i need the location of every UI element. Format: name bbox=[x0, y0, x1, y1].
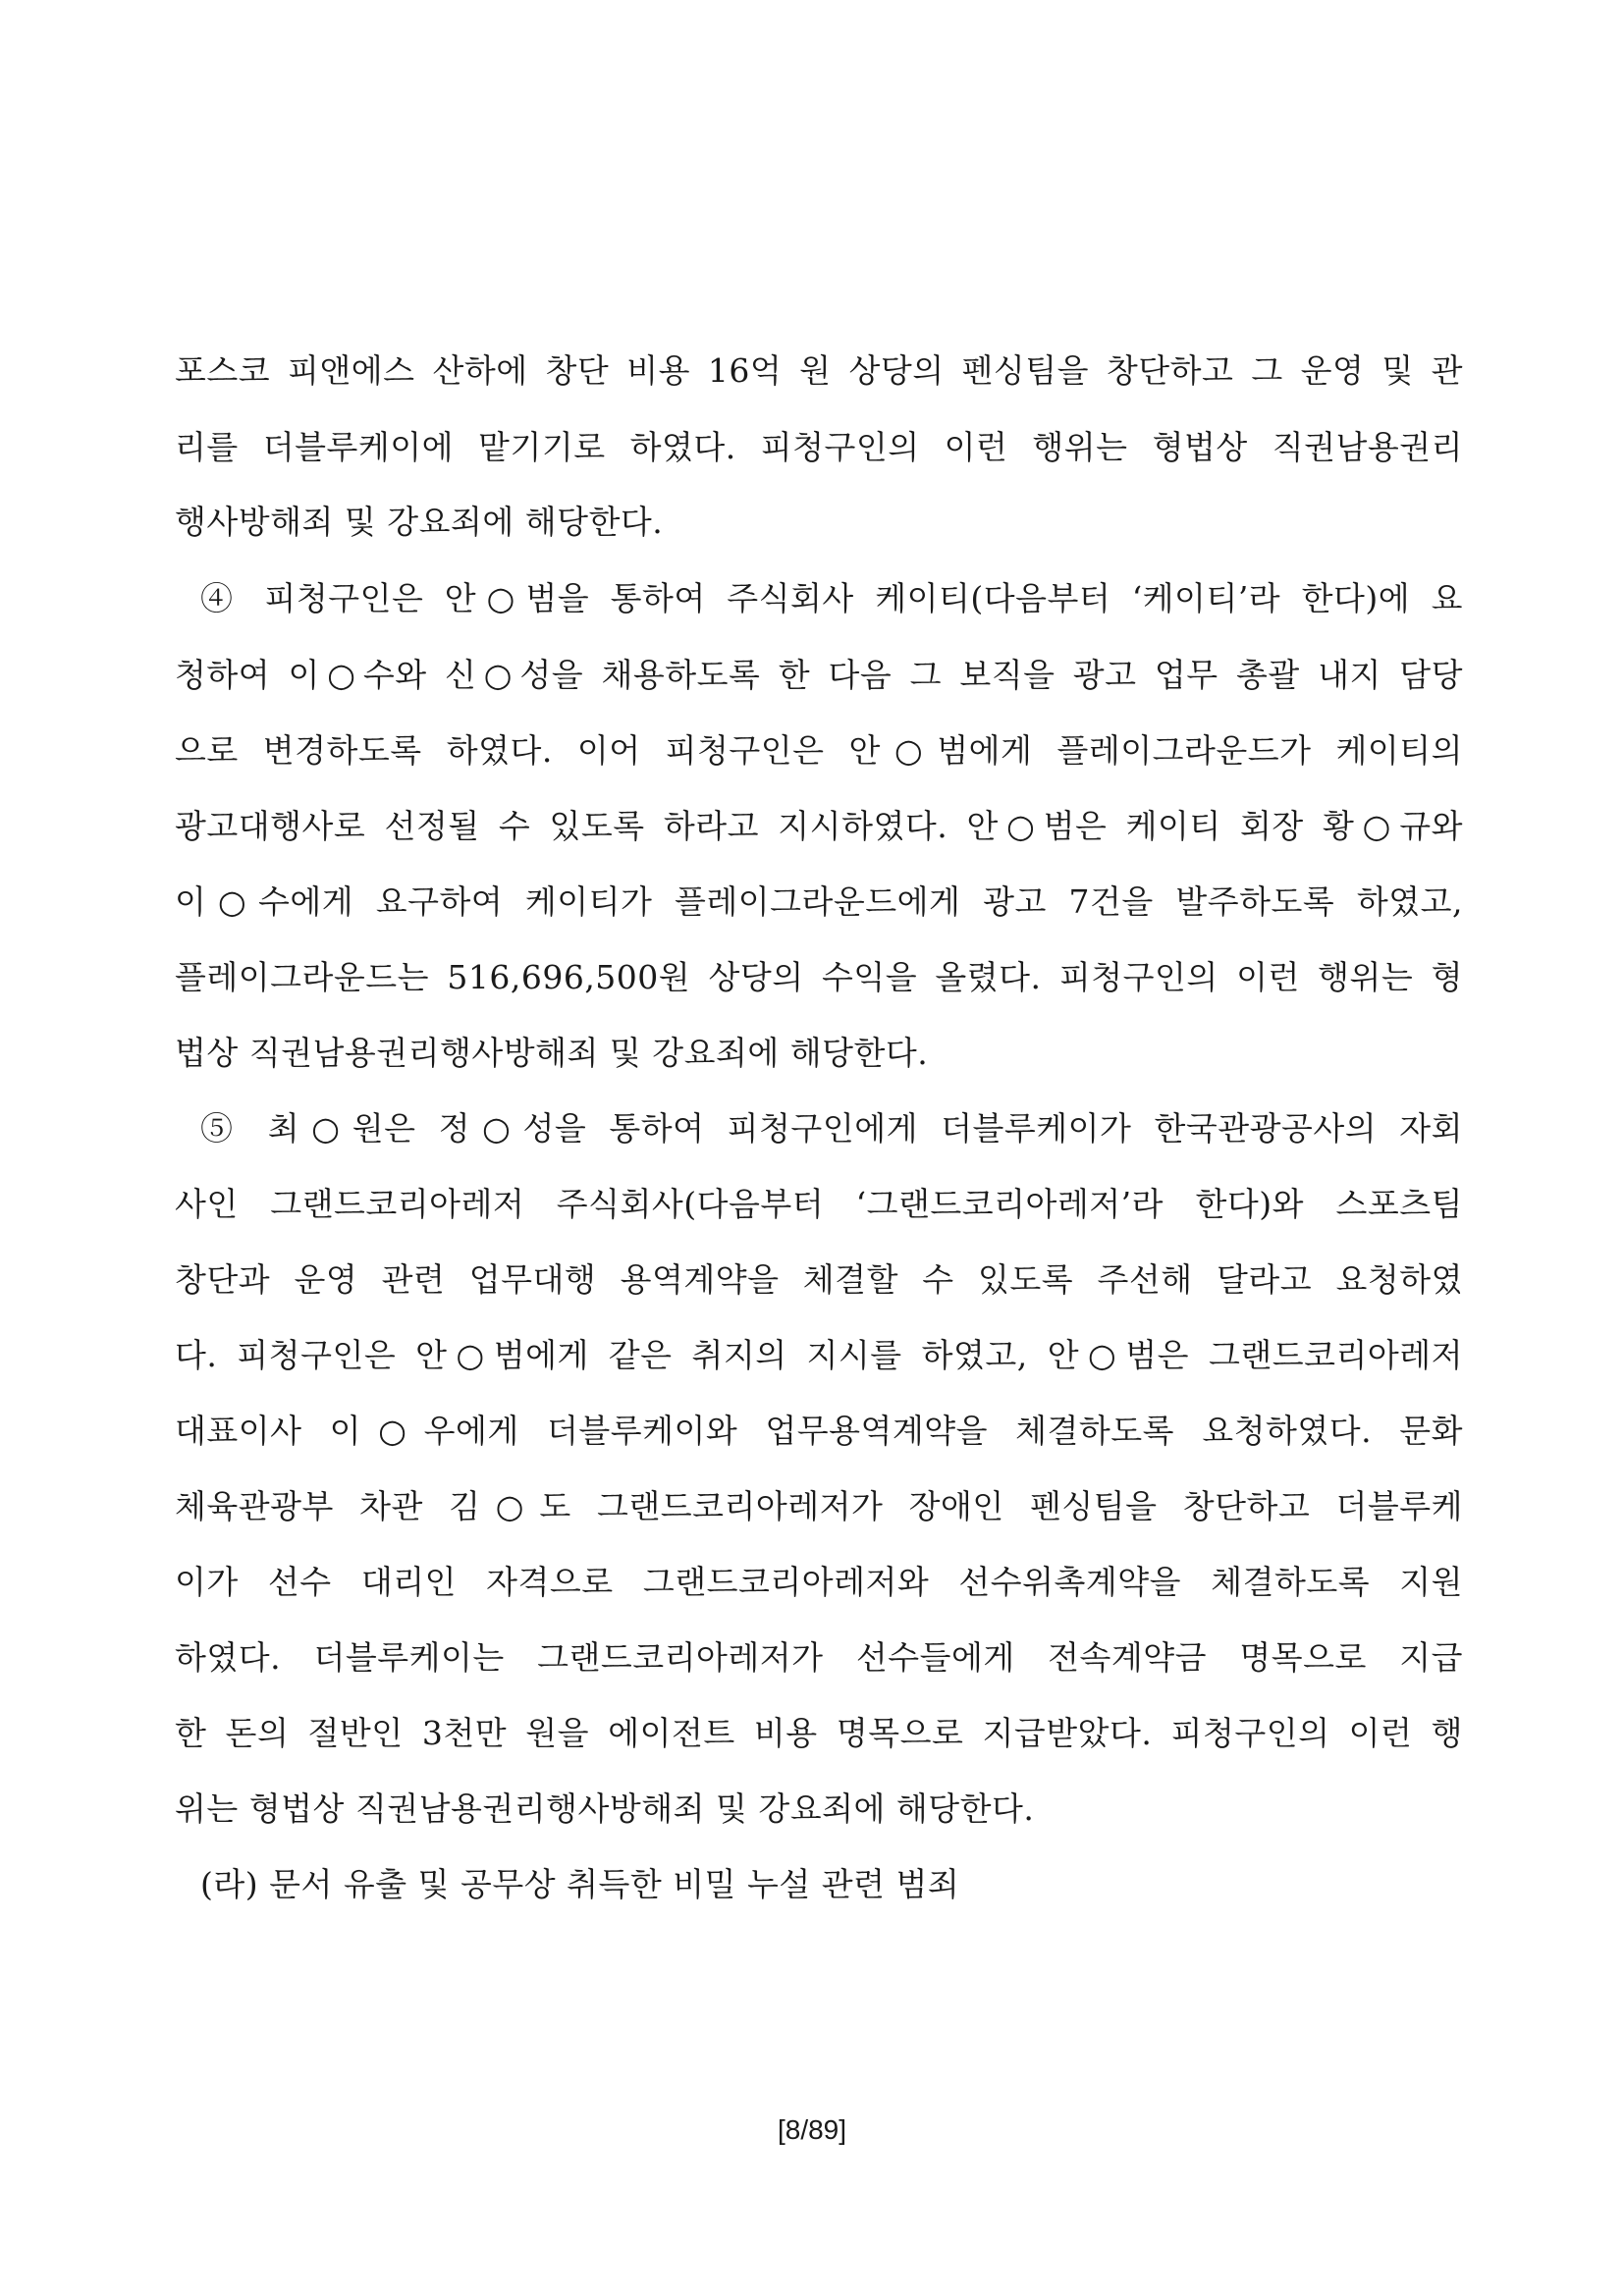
paragraph-line: 대표이사 이○우에게 더블루케이와 업무용역계약을 체결하도록 요청하였다. 문화 bbox=[175, 1412, 1463, 1450]
paragraph-line: ④ 피청구인은 안○범을 통하여 주식회사 케이티(다음부터 ‘케이티’라 한다)에 요 bbox=[200, 579, 1463, 617]
paragraph-line: 리를 더블루케이에 맡기기로 하였다. 피청구인의 이런 행위는 형법상 직권남용권리 bbox=[175, 428, 1463, 466]
paragraph-line: 법상 직권남용권리행사방해죄 및 강요죄에 해당한다. bbox=[175, 1034, 929, 1072]
paragraph-line: 으로 변경하도록 하였다. 이어 피청구인은 안○범에게 플레이그라운드가 케이티의 bbox=[175, 731, 1463, 770]
paragraph-line: 이○수에게 요구하여 케이티가 플레이그라운드에게 광고 7건을 발주하도록 하였고, bbox=[175, 882, 1463, 921]
paragraph-line: 포스코 피앤에스 산하에 창단 비용 16억 원 상당의 펜싱팀을 창단하고 그 운영 및 관 bbox=[175, 351, 1463, 390]
paragraph-line: 창단과 운영 관련 업무대행 용역계약을 체결할 수 있도록 주선해 달라고 요청하였 bbox=[175, 1260, 1463, 1299]
paragraph-line: 사인 그랜드코리아레저 주식회사(다음부터 ‘그랜드코리아레저’라 한다)와 스포츠팀 bbox=[175, 1185, 1463, 1223]
paragraph-line: 다. 피청구인은 안○범에게 같은 취지의 지시를 하였고, 안○범은 그랜드코리아레저 bbox=[175, 1336, 1463, 1374]
paragraph-line: 행사방해죄 및 강요죄에 해당한다. bbox=[175, 503, 664, 541]
paragraph-line: 플레이그라운드는 516,696,500원 상당의 수익을 올렸다. 피청구인의 이런 행위는 형 bbox=[175, 958, 1463, 996]
paragraph-line: 청하여 이○수와 신○성을 채용하도록 한 다음 그 보직을 광고 업무 총괄 내지 담당 bbox=[175, 656, 1463, 694]
paragraph-line: 위는 형법상 직권남용권리행사방해죄 및 강요죄에 해당한다. bbox=[175, 1789, 1035, 1828]
paragraph-line: 체육관광부 차관 김○도 그랜드코리아레저가 장애인 펜싱팀을 창단하고 더블루케 bbox=[175, 1487, 1463, 1525]
paragraph-line: 이가 선수 대리인 자격으로 그랜드코리아레저와 선수위촉계약을 체결하도록 지원 bbox=[175, 1563, 1463, 1601]
paragraph-line: ⑤ 최○원은 정○성을 통하여 피청구인에게 더블루케이가 한국관광공사의 자회 bbox=[200, 1109, 1463, 1148]
paragraph-line: 하였다. 더블루케이는 그랜드코리아레저가 선수들에게 전속계약금 명목으로 지급 bbox=[175, 1638, 1463, 1677]
paragraph-line: 한 돈의 절반인 3천만 원을 에이전트 비용 명목으로 지급받았다. 피청구인의 이런 행 bbox=[175, 1714, 1463, 1752]
paragraph-line: 광고대행사로 선정될 수 있도록 하라고 지시하였다. 안○범은 케이티 회장 황○규와 bbox=[175, 807, 1463, 845]
page-number: [8/89] bbox=[777, 2114, 847, 2145]
section-heading: (라) 문서 유출 및 공무상 취득한 비밀 누설 관련 범죄 bbox=[200, 1865, 960, 1903]
